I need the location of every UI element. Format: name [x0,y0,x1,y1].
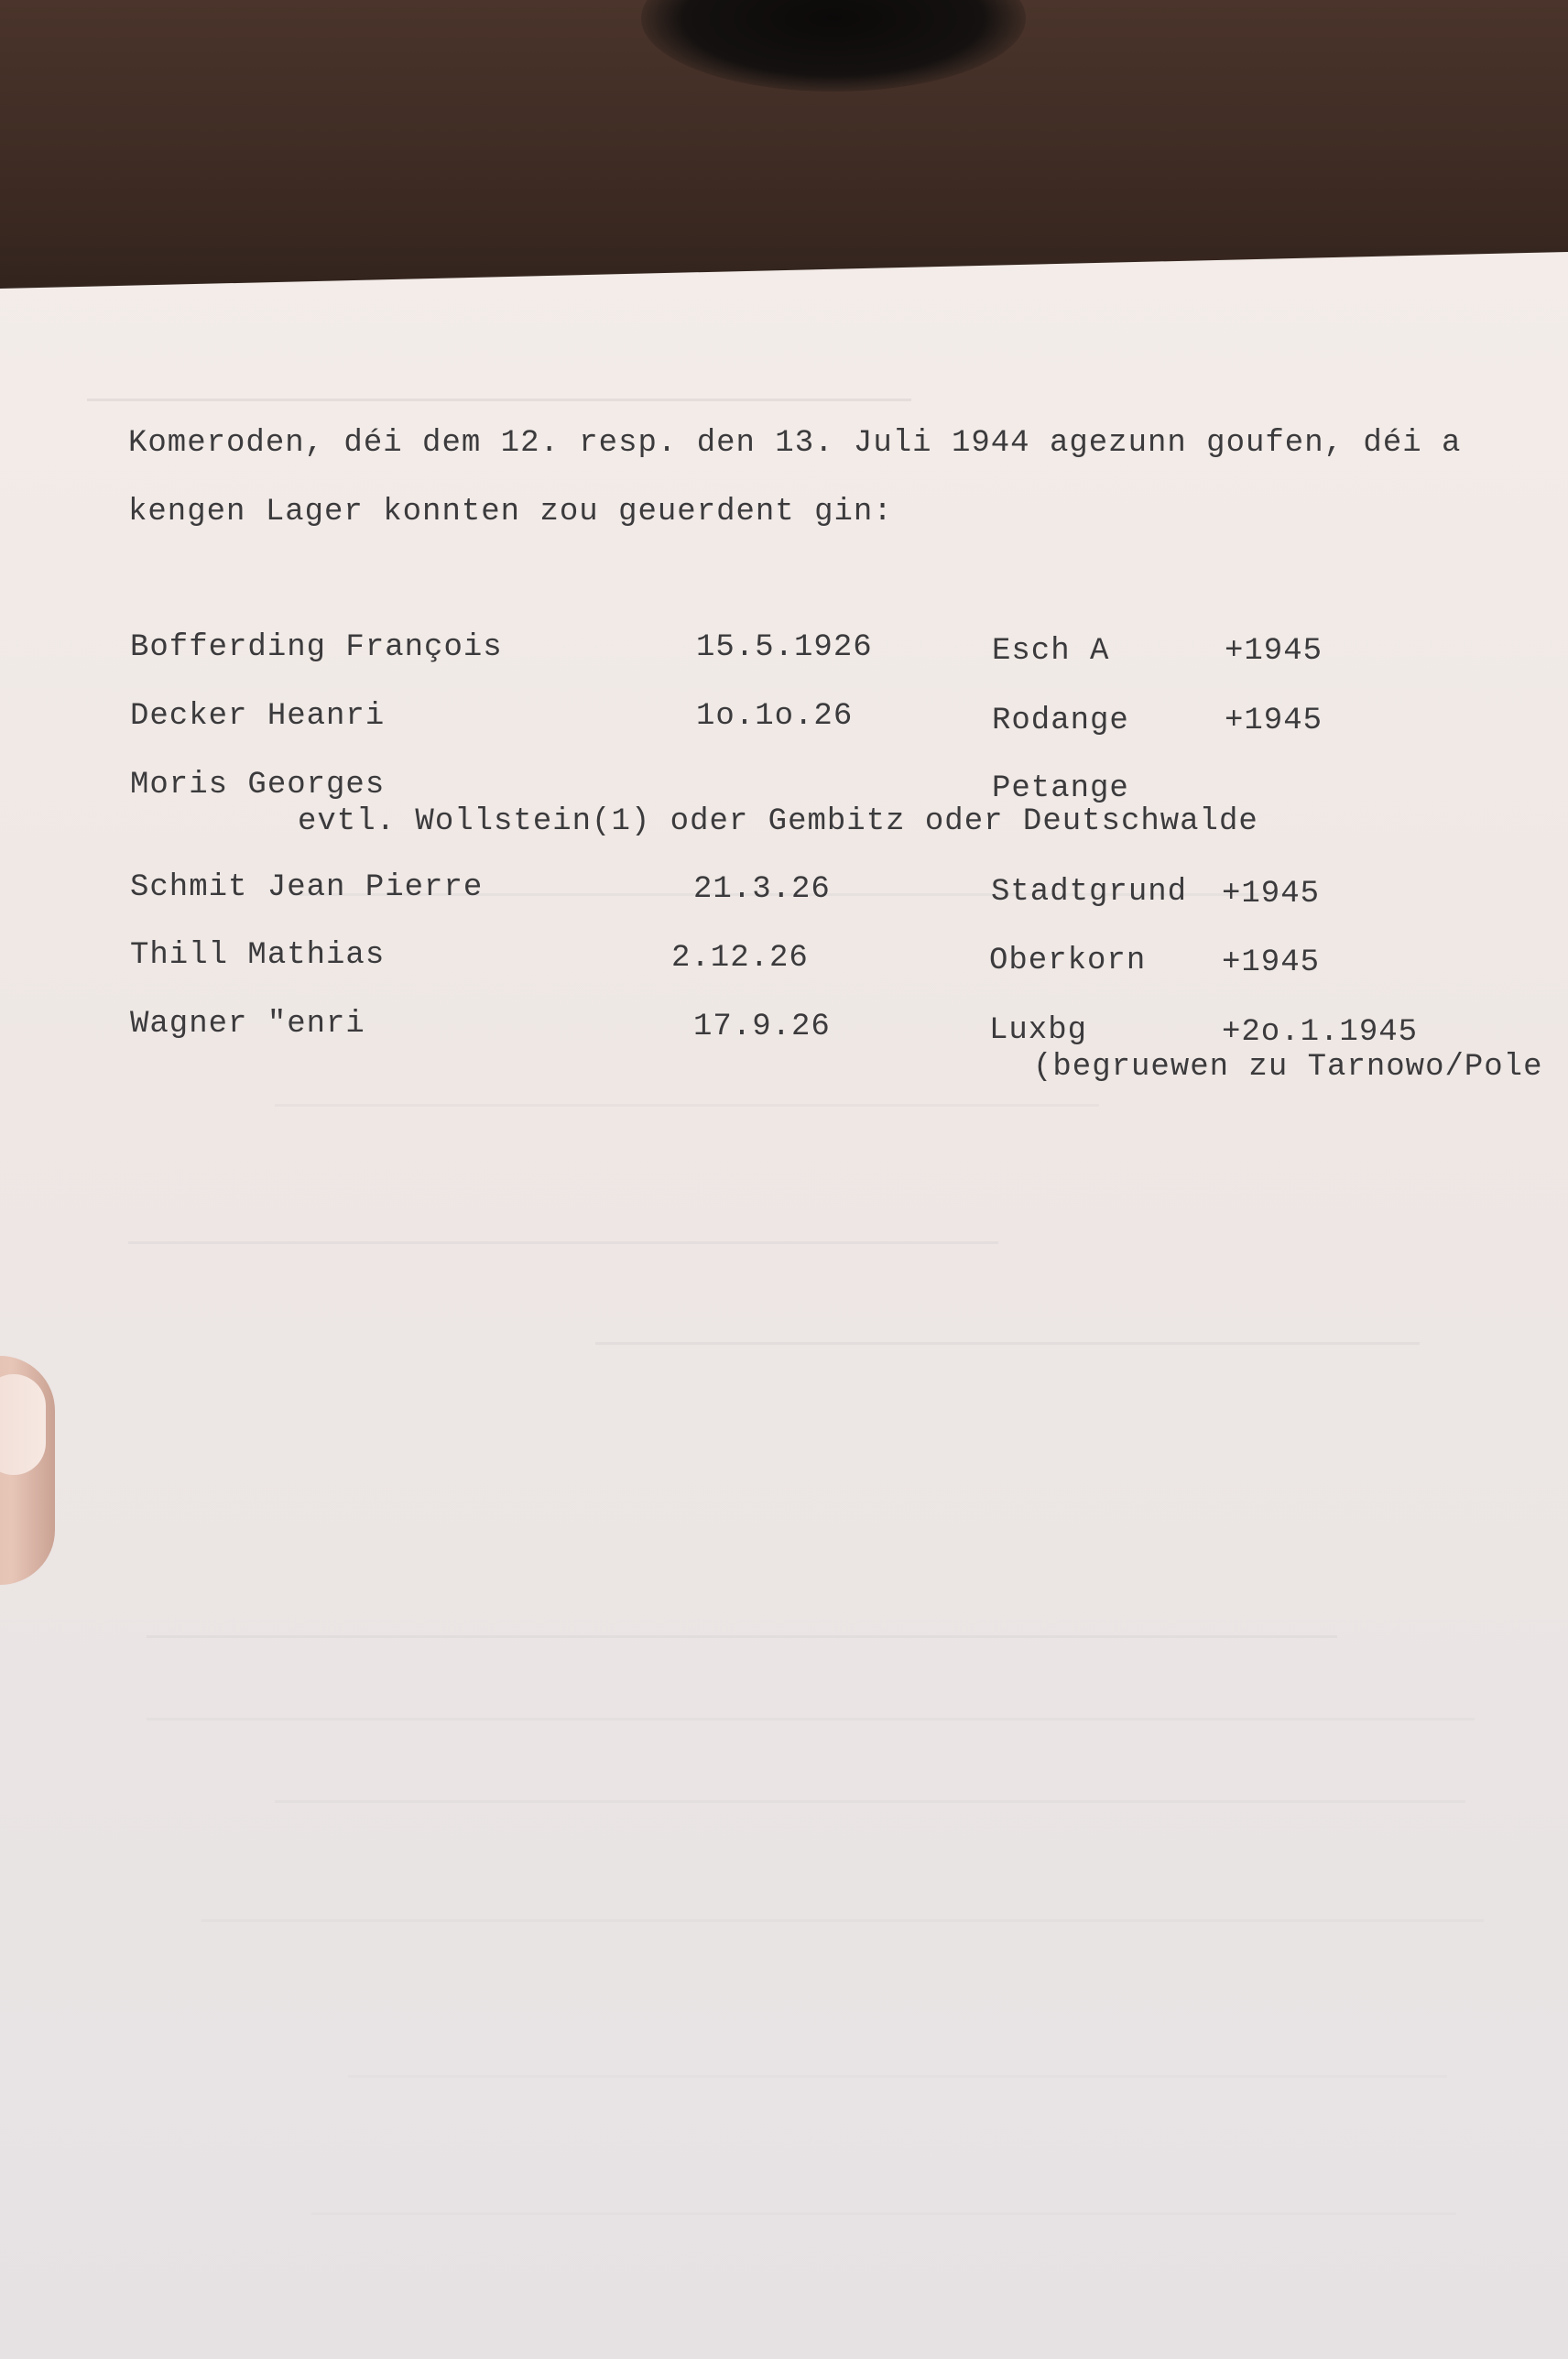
bleed-through-handwriting [201,1883,1484,1922]
entry-name: Bofferding François [130,630,503,665]
entry-place: Oberkorn [989,944,1147,978]
entry-note: evtl. Wollstein(1) oder Gembitz oder Deutschwalde [298,804,1258,839]
entry-name: Schmit Jean Pierre [130,870,484,905]
entry-place: Stadtgrund [991,875,1188,910]
entry-place: Petange [992,771,1129,806]
entry-death: +1945 [1225,704,1323,738]
bleed-through-handwriting [595,1305,1420,1345]
entry-death: +1945 [1225,634,1323,669]
entry-death: +2o.1.1945 [1222,1015,1419,1050]
entry-place: Rodange [992,704,1129,738]
entry-name: Wagner "enri [130,1007,365,1042]
entry-date: 17.9.26 [693,1010,831,1044]
entry-place: Esch A [992,634,1110,669]
entry-date: 21.3.26 [693,872,831,907]
entry-date: 2.12.26 [671,941,809,976]
entry-name: Thill Mathias [130,938,386,973]
entry-death: +1945 [1222,877,1321,912]
entry-note: (begruewen zu Tarnowo/Pole [1033,1050,1543,1085]
entry-date: 1o.1o.26 [696,699,854,734]
bleed-through-handwriting [147,1599,1337,1638]
bleed-through-handwriting [128,1205,998,1244]
entry-death: +1945 [1222,945,1321,980]
intro-line-2: kengen Lager konnten zou geuerdent gin: [128,495,893,530]
thumb-nail [0,1374,46,1475]
entry-place: Luxbg [989,1013,1088,1048]
entry-date: 15.5.1926 [696,630,873,665]
bleed-through-handwriting [311,2176,1456,2215]
intro-line-1: Komeroden, déi dem 12. resp. den 13. Juli 1944 agezunn goufen, déi a [128,426,1462,461]
typed-document-page [0,252,1568,2359]
entry-name: Decker Heanri [130,699,386,734]
bleed-through-handwriting [348,2038,1447,2078]
bleed-through-handwriting [275,1067,1099,1107]
bleed-through-handwriting [87,362,911,401]
entry-name: Moris Georges [130,768,386,803]
bleed-through-handwriting [147,1681,1475,1720]
bleed-through-handwriting [275,1764,1465,1803]
